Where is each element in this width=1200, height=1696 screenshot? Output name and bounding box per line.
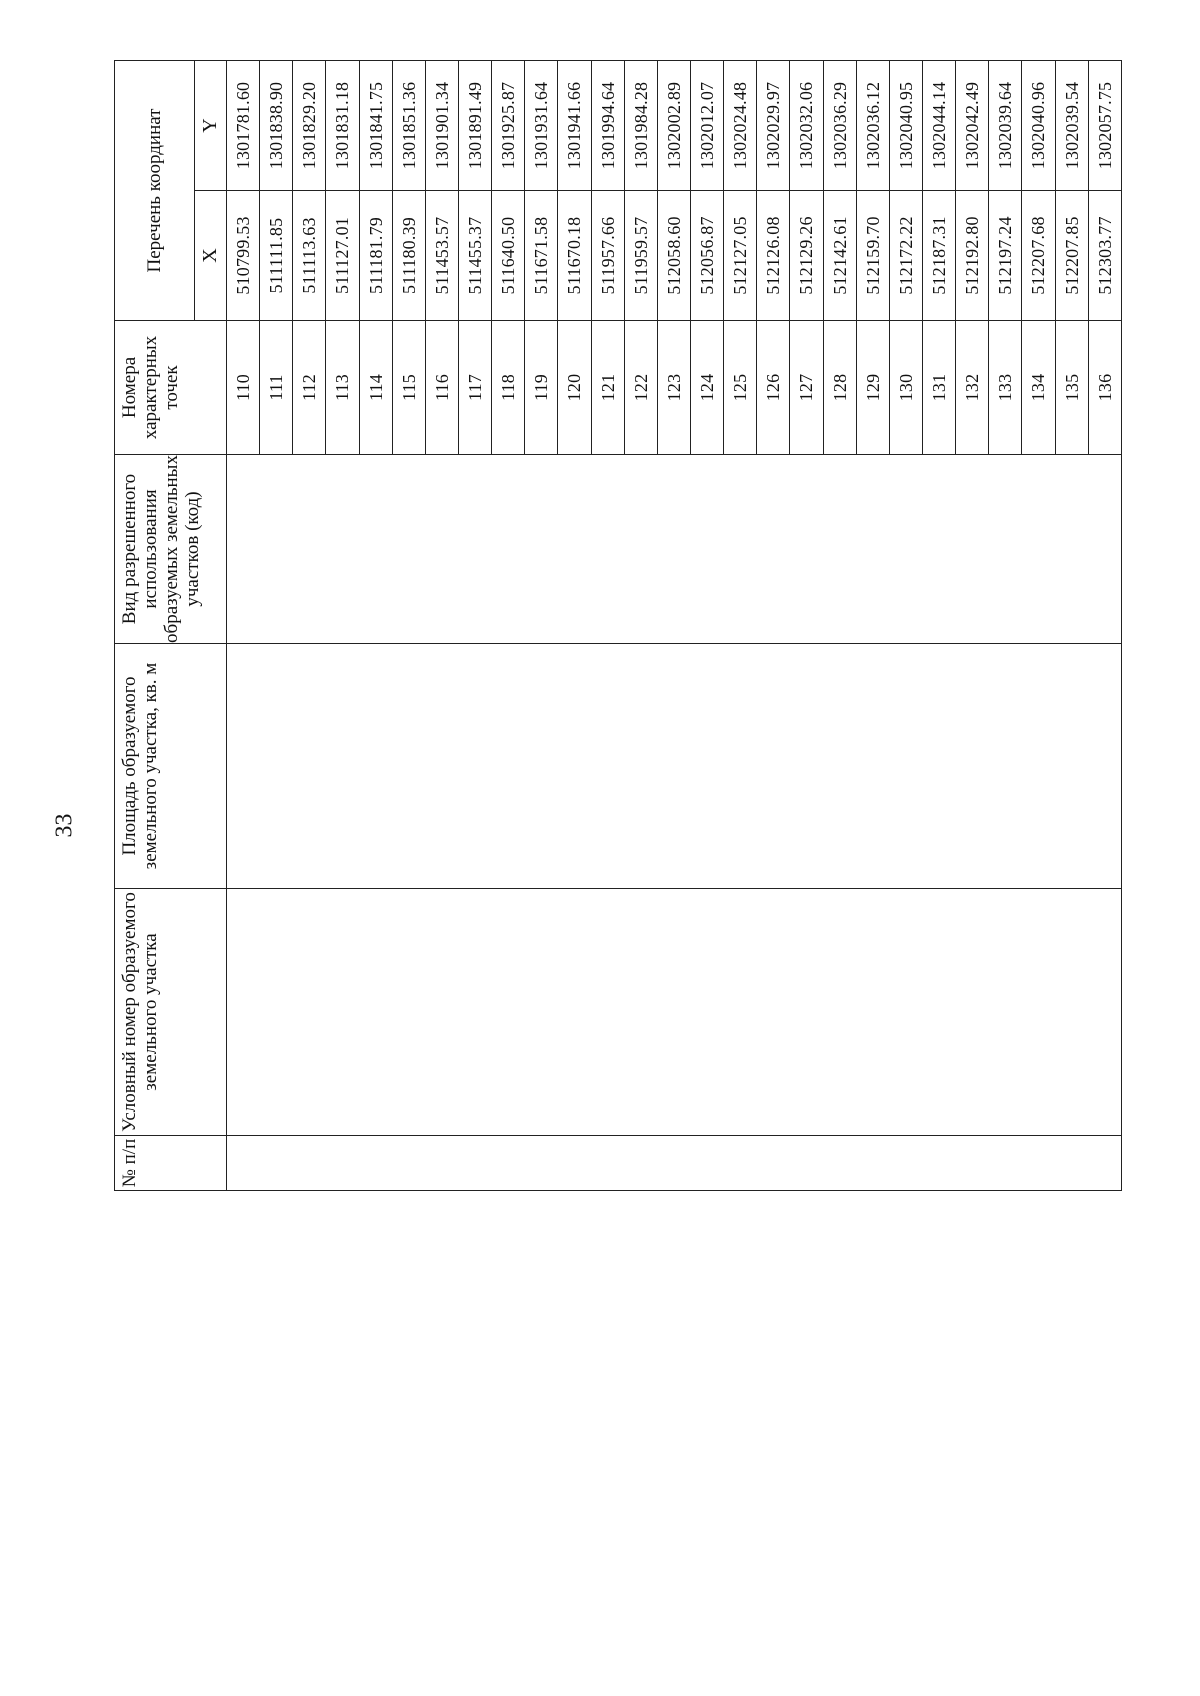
x-cell: 512129.26 (790, 191, 823, 321)
x-cell: 511180.39 (392, 191, 425, 321)
x-cell: 511453.57 (425, 191, 458, 321)
header-usage: Вид разрешенного использования образуемых земельных участков (код) (115, 455, 227, 644)
y-cell: 1301984.28 (624, 60, 657, 190)
point-cell: 132 (956, 321, 989, 455)
point-cell: 116 (425, 321, 458, 455)
y-cell: 1302044.14 (922, 60, 955, 190)
point-cell: 120 (558, 321, 591, 455)
point-cell: 112 (293, 321, 326, 455)
table-row (227, 60, 260, 1190)
x-cell: 512142.61 (823, 191, 856, 321)
y-cell: 1301901.34 (425, 60, 458, 190)
header-x: X (195, 191, 227, 321)
point-cell: 127 (790, 321, 823, 455)
point-cell: 131 (922, 321, 955, 455)
x-cell: 512126.08 (757, 191, 790, 321)
x-cell: 511455.37 (458, 191, 491, 321)
y-cell: 1302040.96 (1022, 60, 1055, 190)
y-cell: 1301851.36 (392, 60, 425, 190)
x-cell: 511111.85 (260, 191, 293, 321)
point-cell: 130 (889, 321, 922, 455)
point-cell: 118 (492, 321, 525, 455)
y-cell: 1302057.75 (1088, 60, 1121, 190)
x-cell: 511640.50 (492, 191, 525, 321)
cond-number-cell (227, 889, 1122, 1136)
point-cell: 135 (1055, 321, 1088, 455)
x-cell: 512197.24 (989, 191, 1022, 321)
y-cell: 1301841.75 (359, 60, 392, 190)
x-cell: 512172.22 (889, 191, 922, 321)
header-points: Номера характерных точек (115, 321, 227, 455)
x-cell: 511181.79 (359, 191, 392, 321)
point-cell: 126 (757, 321, 790, 455)
header-y: Y (195, 60, 227, 190)
point-cell: 121 (591, 321, 624, 455)
x-cell: 512187.31 (922, 191, 955, 321)
point-cell: 133 (989, 321, 1022, 455)
coordinates-table (114, 60, 1122, 1191)
point-cell: 117 (458, 321, 491, 455)
x-cell: 511957.66 (591, 191, 624, 321)
x-cell: 511113.63 (293, 191, 326, 321)
x-cell: 511127.01 (326, 191, 359, 321)
point-cell: 134 (1022, 321, 1055, 455)
point-cell: 129 (856, 321, 889, 455)
point-cell: 113 (326, 321, 359, 455)
y-cell: 1302032.06 (790, 60, 823, 190)
y-cell: 1301931.64 (525, 60, 558, 190)
y-cell: 1301781.60 (227, 60, 260, 190)
point-cell: 128 (823, 321, 856, 455)
y-cell: 1301829.20 (293, 60, 326, 190)
coordinates-table-container (114, 61, 1122, 1191)
y-cell: 1302024.48 (724, 60, 757, 190)
header-num: № п/п (115, 1136, 227, 1191)
coordinates-table-body (227, 60, 1122, 1190)
point-cell: 125 (724, 321, 757, 455)
point-cell: 123 (657, 321, 690, 455)
x-cell: 512207.85 (1055, 191, 1088, 321)
x-cell: 511959.57 (624, 191, 657, 321)
point-cell: 114 (359, 321, 392, 455)
x-cell: 512127.05 (724, 191, 757, 321)
y-cell: 1302042.49 (956, 60, 989, 190)
x-cell: 512207.68 (1022, 191, 1055, 321)
y-cell: 1302039.54 (1055, 60, 1088, 190)
x-cell: 512056.87 (690, 191, 723, 321)
x-cell: 510799.53 (227, 191, 260, 321)
y-cell: 1302012.07 (690, 60, 723, 190)
x-cell: 512303.77 (1088, 191, 1121, 321)
x-cell: 512192.80 (956, 191, 989, 321)
point-cell: 115 (392, 321, 425, 455)
y-cell: 1301994.64 (591, 60, 624, 190)
point-cell: 122 (624, 321, 657, 455)
point-cell: 111 (260, 321, 293, 455)
header-coords: Перечень координат (115, 60, 195, 320)
y-cell: 1301891.49 (458, 60, 491, 190)
usage-cell (227, 455, 1122, 644)
page-number: 33 (51, 813, 78, 838)
x-cell: 512058.60 (657, 191, 690, 321)
y-cell: 1302002.89 (657, 60, 690, 190)
header-area: Площадь образуемого земельного участка, кв. м (115, 644, 227, 889)
y-cell: 1301941.66 (558, 60, 591, 190)
y-cell: 1302039.64 (989, 60, 1022, 190)
area-cell (227, 644, 1122, 889)
x-cell: 511670.18 (558, 191, 591, 321)
point-cell: 124 (690, 321, 723, 455)
y-cell: 1302036.29 (823, 60, 856, 190)
header-cond-number: Условный номер образуемого земельного участка (115, 889, 227, 1136)
y-cell: 1302029.97 (757, 60, 790, 190)
x-cell: 511671.58 (525, 191, 558, 321)
num-cell (227, 1136, 1122, 1191)
y-cell: 1301925.87 (492, 60, 525, 190)
point-cell: 119 (525, 321, 558, 455)
point-cell: 136 (1088, 321, 1121, 455)
y-cell: 1302040.95 (889, 60, 922, 190)
y-cell: 1301838.90 (260, 60, 293, 190)
point-cell: 110 (227, 321, 260, 455)
y-cell: 1302036.12 (856, 60, 889, 190)
x-cell: 512159.70 (856, 191, 889, 321)
y-cell: 1301831.18 (326, 60, 359, 190)
